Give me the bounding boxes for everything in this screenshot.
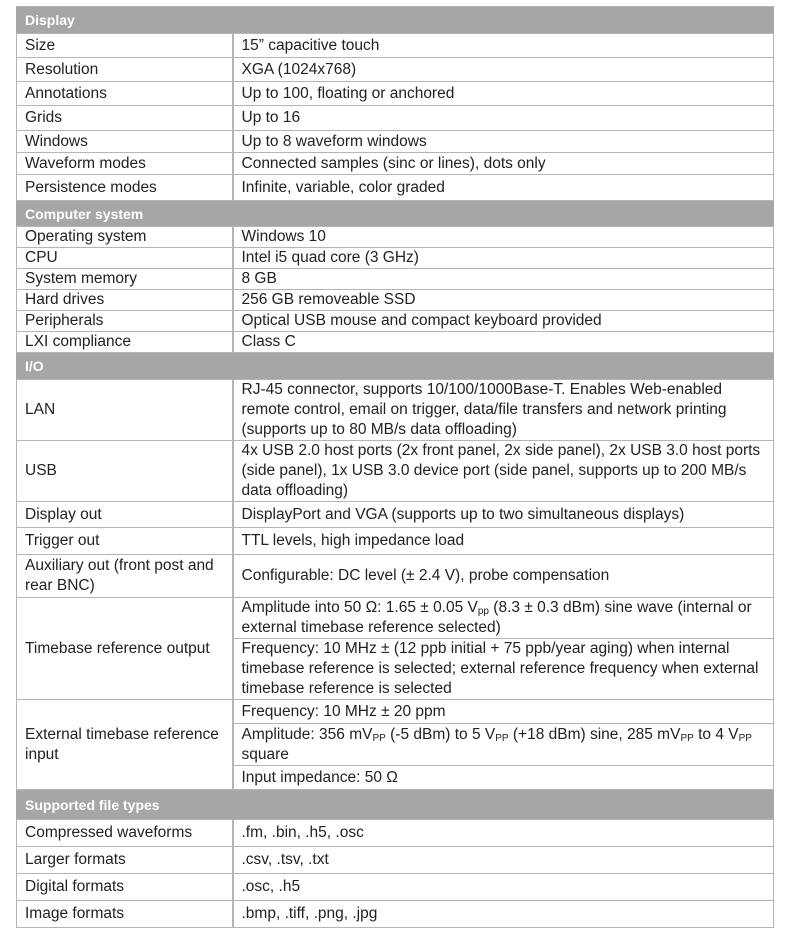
table-row [17, 820, 774, 847]
row-value: .bmp, .tiff, .png, .jpg [233, 901, 774, 928]
amplitude-text: (+18 dBm) sine, 285 mV [508, 725, 681, 743]
section-header-display [17, 7, 774, 34]
row-value: Up to 100, floating or anchored [233, 82, 774, 106]
row-key: Digital formats [17, 874, 233, 901]
amplitude-text: Amplitude into 50 Ω: 1.65 ± 0.05 V [241, 599, 478, 616]
row-value: Up to 16 [233, 106, 774, 131]
unit-subscript: PP [738, 732, 752, 744]
row-value: Configurable: DC level (± 2.4 V), probe compensation [233, 555, 774, 598]
row-key: LXI compliance [17, 332, 233, 353]
row-key: Operating system [17, 227, 233, 248]
section-title: Computer system [17, 201, 774, 227]
table-row [17, 332, 774, 353]
row-key: USB [17, 441, 233, 502]
table-row [17, 106, 774, 131]
row-value: .fm, .bin, .h5, .osc [233, 820, 774, 847]
spec-table [16, 6, 774, 928]
amplitude-text: to 4 V [693, 725, 739, 743]
row-key: Resolution [17, 58, 233, 82]
row-value: Connected samples (sinc or lines), dots only [233, 153, 774, 175]
section-title: Supported file types [17, 790, 774, 820]
section-header-computer-system [17, 201, 774, 227]
row-key: Larger formats [17, 847, 233, 874]
row-value: .osc, .h5 [233, 874, 774, 901]
section-header-io [17, 353, 774, 380]
row-key: System memory [17, 269, 233, 290]
table-row [17, 847, 774, 874]
row-value [233, 598, 774, 639]
amplitude-text: (-5 dBm) to 5 V [385, 725, 496, 743]
section-header-file-types [17, 790, 774, 820]
table-row [17, 269, 774, 290]
row-key: Waveform modes [17, 153, 233, 175]
row-value: 256 GB removeable SSD [233, 290, 774, 311]
table-row [17, 227, 774, 248]
table-row [17, 311, 774, 332]
table-row [17, 248, 774, 269]
table-row [17, 153, 774, 175]
table-row [17, 502, 774, 528]
table-row [17, 34, 774, 58]
row-key: Hard drives [17, 290, 233, 311]
table-row [17, 441, 774, 502]
row-key: External timebase reference input [17, 700, 233, 790]
row-key: Windows [17, 131, 233, 153]
unit-subscript: PP [680, 732, 694, 744]
row-key: Compressed waveforms [17, 820, 233, 847]
unit-subscript: pp [477, 606, 489, 617]
table-row [17, 555, 774, 598]
row-value: Class C [233, 332, 774, 353]
row-key: Grids [17, 106, 233, 131]
row-value: Windows 10 [233, 227, 774, 248]
table-row [17, 175, 774, 201]
table-row [17, 131, 774, 153]
row-key: CPU [17, 248, 233, 269]
table-row [17, 598, 774, 639]
row-value: Input impedance: 50 Ω [233, 766, 774, 790]
amplitude-text: square [241, 745, 289, 763]
row-value: Intel i5 quad core (3 GHz) [233, 248, 774, 269]
row-key: Size [17, 34, 233, 58]
row-value: 8 GB [233, 269, 774, 290]
row-key: Persistence modes [17, 175, 233, 201]
row-value: RJ-45 connector, supports 10/100/1000Base-T. Enables Web-enabled remote control, email on trigger, data/file transfers and network printing (supports up to 80 MB/s data offloading) [233, 380, 774, 441]
table-row [17, 380, 774, 441]
table-row [17, 290, 774, 311]
row-key: Timebase reference output [17, 598, 233, 700]
table-row [17, 700, 774, 724]
row-value [233, 724, 774, 766]
row-value: Up to 8 waveform windows [233, 131, 774, 153]
row-value: Optical USB mouse and compact keyboard provided [233, 311, 774, 332]
amplitude-text-cont: (8.3 ± 0.3 dBm) sine wave (internal or external timebase reference selected) [241, 599, 752, 636]
row-value: 15” capacitive touch [233, 34, 774, 58]
row-key: Peripherals [17, 311, 233, 332]
table-row [17, 874, 774, 901]
row-value: TTL levels, high impedance load [233, 528, 774, 555]
row-key: Image formats [17, 901, 233, 928]
row-key: LAN [17, 380, 233, 441]
section-title: Display [17, 7, 774, 34]
unit-subscript: PP [372, 732, 386, 744]
row-value: XGA (1024x768) [233, 58, 774, 82]
row-value: 4x USB 2.0 host ports (2x front panel, 2x side panel), 2x USB 3.0 host ports (side panel), 1x USB 3.0 device port (side panel, supports up to 200 MB/s data offloading) [233, 441, 774, 502]
row-value: Frequency: 10 MHz ± 20 ppm [233, 700, 774, 724]
table-row [17, 58, 774, 82]
row-key: Annotations [17, 82, 233, 106]
row-key: Auxiliary out (front post and rear BNC) [17, 555, 233, 598]
amplitude-text: Amplitude: 356 mV [241, 725, 373, 743]
section-title: I/O [17, 353, 774, 380]
table-row [17, 528, 774, 555]
row-value: .csv, .tsv, .txt [233, 847, 774, 874]
table-row [17, 82, 774, 106]
unit-subscript: PP [495, 732, 509, 744]
row-value: Frequency: 10 MHz ± (12 ppb initial + 75 ppb/year aging) when internal timebase reference is selected; external reference frequency when external timebase reference is selected [233, 639, 774, 700]
row-value: Infinite, variable, color graded [233, 175, 774, 201]
row-value: DisplayPort and VGA (supports up to two simultaneous displays) [233, 502, 774, 528]
row-key: Trigger out [17, 528, 233, 555]
row-key: Display out [17, 502, 233, 528]
table-row [17, 901, 774, 928]
